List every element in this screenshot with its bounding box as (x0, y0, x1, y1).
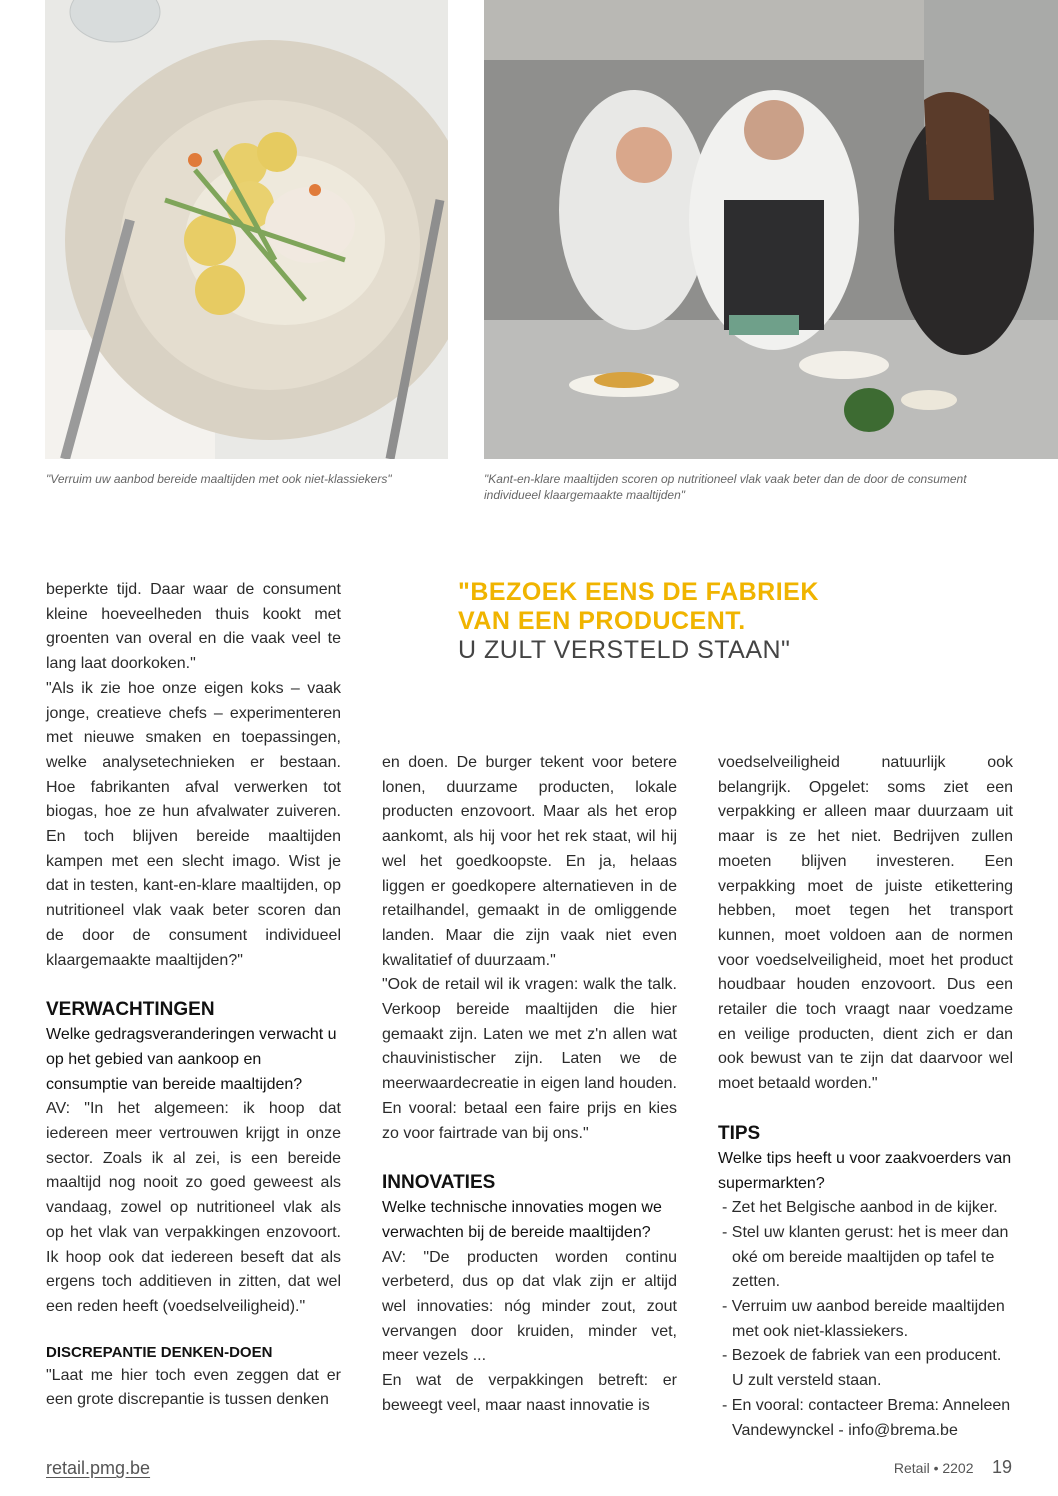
heading-innovaties: INNOVATIES (382, 1172, 496, 1194)
photo-dish (45, 0, 448, 459)
tip-item: - Stel uw klanten gerust: het is meer dan oké om bereide maaltijden op tafel te zetten. (722, 1223, 1009, 1291)
column-2 (382, 751, 677, 1419)
heading-verwachtingen: VERWACHTINGEN (46, 999, 215, 1021)
pull-quote-line-2: VAN EEN PRODUCENT. (458, 607, 746, 635)
tip-item: - En vooral: contacteer Brema: Anneleen Vandewynckel - info@brema.be (722, 1396, 1011, 1439)
col1-paragraph-1: beperkte tijd. Daar waar de consument kleine hoeveelheden thuis kookt met groenten van overal en die vaak veel te lang laat doorkoken." (46, 581, 341, 673)
col2-paragraph-3: AV: "De producten worden continu verbeterd, dus op dat vlak zijn er altijd wel innovaties: nóg minder zout, zout vervangen door kruiden, minder vet, meer vezels ... (382, 1248, 677, 1365)
photo-chefs (484, 0, 1058, 459)
tip-item: - Zet het Belgische aanbod in de kijker. (722, 1199, 998, 1217)
col1-paragraph-3: AV: "In het algemeen: ik hoop dat iedereen meer vertrouwen krijgt in onze sector. Zoals ik al zei, is een bereide maaltijd nog nooit zo goed geweest als vandaag, zowel op nutritioneel vlak als op het vlak van verpakkingen enzovoort. Ik hoop ook dat iedereen beseft dat als ergens toch additieven in zitten, dat wel een reden heeft (voedselveiligheid)." (46, 1100, 341, 1315)
col1-paragraph-2: "Als ik zie hoe onze eigen koks – vaak jonge, creatieve chefs – experimenteren met nieuwe smaken en toepassingen, welke analysetechnieken er bestaan. Hoe fabrikanten afval verwerken tot biogas, hoe ze hun afvalwater zuiveren. En toch blijven bereide maaltijden kampen met een slecht imago. Wist je dat in testen, kant-en-klare maaltijden, op nutritioneel vlak vaak beter scoren dan de door de consument individueel klaargemaakte maaltijden?" (46, 679, 341, 969)
tip-item: - Bezoek de fabriek van een producent. U zult versteld staan. (722, 1347, 1002, 1390)
col2-paragraph-2: "Ook de retail wil ik vragen: walk the talk. Verkoop bereide maaltijden die hier gemaakt zijn. Laten we met z'n allen wat chauvinistischer zijn. Laten we de meerwaardecreatie in eigen land houden. En vooral: betaal een faire prijs en kies zo voor fairtrade van bij ons." (382, 976, 677, 1142)
pull-quote-line-3: U ZULT VERSTELD STAAN" (458, 636, 791, 664)
col2-paragraph-1: en doen. De burger tekent voor betere lonen, duurzame producten, lokale producten enzovoort. Maar als het erop aankomt, als hij voor het rek staat, wil hij wel het goedkoopste. En ja, helaas liggen er goedkopere alternatieven in de retailhandel, gemaakt in de omliggende landen. Maar die zijn vaak niet even kwalitatief of duurzaam." (382, 754, 677, 969)
footer-page-info (894, 1457, 1012, 1478)
footer-site-link[interactable]: retail.pmg.be (46, 1458, 151, 1478)
col1-paragraph-4: "Laat me hier toch even zeggen dat er een grote discrepantie is tussen denken (46, 1366, 341, 1409)
footer-publication: Retail • 2202 (893, 1460, 974, 1476)
caption-right: "Kant-en-klare maaltijden scoren op nutritioneel vlak vaak beter dan de door de consument individueel klaargemaakte maaltijden" (484, 472, 967, 502)
heading-tips: TIPS (718, 1122, 761, 1144)
pull-quote (458, 578, 878, 665)
col2-paragraph-4: En wat de verpakkingen betreft: er beweegt veel, maar naast innovatie is (382, 1372, 677, 1414)
question-verwachtingen: Welke gedragsveranderingen verwacht u op het gebied van aankoop en consumptie van bereide maaltijden? (46, 1026, 337, 1093)
column-3 (718, 751, 1013, 1443)
tip-item: - Verruim uw aanbod bereide maaltijden met ook niet-klassiekers. (722, 1298, 1005, 1340)
question-innovaties: Welke technische innovaties mogen we verwachten bij de bereide maaltijden? (382, 1199, 662, 1241)
pull-quote-line-1: "BEZOEK EENS DE FABRIEK (458, 578, 819, 606)
question-tips: Welke tips heeft u voor zaakvoerders van supermarkten? (718, 1149, 1012, 1192)
subheading-discrepantie: DISCREPANTIE DENKEN-DOEN (46, 1343, 273, 1361)
caption-left: "Verruim uw aanbod bereide maaltijden met ook niet-klassiekers" (46, 472, 392, 486)
col3-paragraph-1: voedselveiligheid natuurlijk ook belangrijk. Opgelet: soms ziet een verpakking er alleen maar duurzaam uit maar is ze het niet. Bedrijven zullen moeten blijven investeren. Een verpakking moet de juiste etikettering hebben, moet tegen het transport kunnen, moet voldoen aan de normen voor voedselveiligheid, moet het product houdbaar houden enzovoort. Dus een retailer die toch vraagt naar voedzame en veilige producten, dient zich er dan ook bewust van te zijn dat daarvoor wel moet betaald worden." (718, 754, 1013, 1093)
page-number: 19 (991, 1457, 1012, 1477)
tips-list (718, 1196, 1013, 1443)
column-1 (46, 578, 341, 1413)
